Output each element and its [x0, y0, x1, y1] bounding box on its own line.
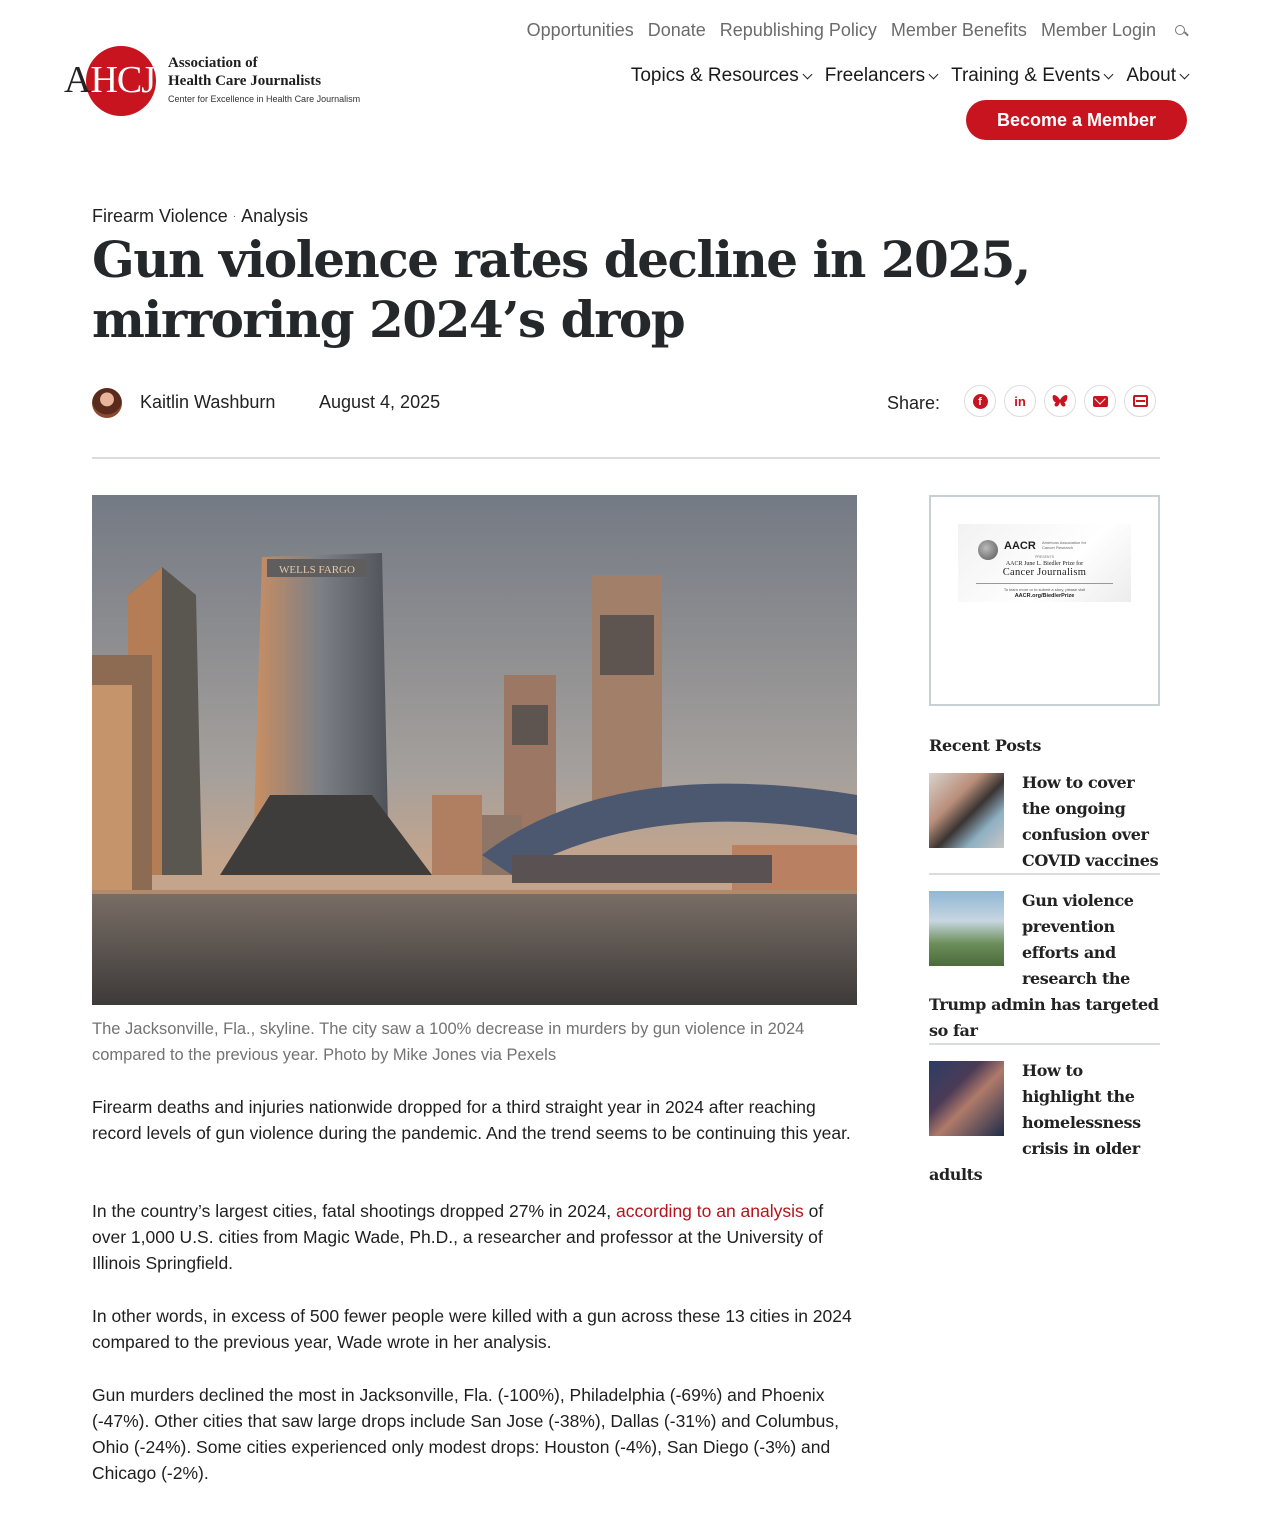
paragraph-2	[92, 1198, 862, 1276]
analysis-link[interactable]: according to an analysis	[616, 1201, 804, 1221]
chevron-down-icon	[1104, 69, 1114, 79]
recent-post-title[interactable]: How to cover the ongoing confusion over COVID vaccines	[1022, 773, 1159, 870]
nav-label: Training & Events	[951, 65, 1101, 86]
hero-image	[92, 495, 857, 1005]
recent-post[interactable]	[929, 888, 1160, 1044]
utility-nav	[527, 20, 1188, 41]
email-share-button[interactable]	[1084, 385, 1116, 417]
category-link-analysis[interactable]: Analysis	[241, 206, 309, 226]
paragraph-2-end: of over 1,000 U.S. cities from Magic Wade, Ph.D., a researcher and professor at the University of Illinois Springfield.	[92, 1201, 824, 1273]
category-link-firearm-violence[interactable]: Firearm Violence	[92, 206, 228, 226]
print-icon	[1133, 395, 1148, 407]
ad-prize: AACR June L. Biedler Prize for	[1005, 561, 1084, 567]
search-icon[interactable]	[1174, 24, 1188, 38]
ad-banner	[958, 524, 1131, 602]
logo-text	[168, 54, 398, 104]
logo-mark-hcj: HCJ	[90, 59, 156, 101]
paragraph-1: Firearm deaths and injuries nationwide dropped for a third straight year in 2024 after reaching record levels of gun violence during the pandemic. And the trend seems to be continuing this year.	[92, 1097, 851, 1143]
recent-post-divider	[929, 1043, 1160, 1045]
recent-post-divider	[929, 873, 1160, 875]
facebook-icon: f	[973, 394, 988, 409]
share-buttons	[964, 385, 1156, 417]
nav-freelancers[interactable]	[825, 65, 937, 87]
paragraph-4: Gun murders declined the most in Jacksonville, Fla. (-100%), Philadelphia (-69%) and Phoenix (-47%). Other cities that saw large drops include San Jose (-38%), Dallas (-31%) and Columbus, Ohio (-24%). Some cities experienced only modest drops: Houston (-4%), San Diego (-3%) and Chicago (-2%).	[92, 1385, 839, 1483]
util-link-donate[interactable]: Donate	[647, 20, 706, 40]
author-name[interactable]: Kaitlin Washburn	[140, 392, 276, 412]
recent-posts-heading: Recent Posts	[929, 736, 1042, 755]
logo-mark-a: A	[64, 59, 91, 101]
become-member-button[interactable]: Become a Member	[966, 100, 1187, 140]
building-sign: WELLS FARGO	[279, 564, 355, 576]
nav-label: Topics & Resources	[630, 65, 799, 86]
ad-learn: To learn more or to submit a story, please visit	[1003, 587, 1086, 592]
ad-rule	[976, 583, 1113, 584]
share-label: Share:	[887, 393, 941, 413]
util-link-republishing-policy[interactable]: Republishing Policy	[719, 20, 877, 40]
chevron-down-icon	[1180, 69, 1190, 79]
ad-presents: PRESENTS	[1035, 555, 1054, 559]
author-avatar	[92, 388, 122, 418]
image-caption: The Jacksonville, Fla., skyline. The city saw a 100% decrease in murders by gun violence in 2024 compared to the previous year. Photo by Mike Jones via Pexels	[92, 1020, 805, 1064]
logo-mark	[64, 60, 155, 100]
ad-brand-sub: American Association for Cancer Research	[1042, 540, 1087, 550]
site-logo[interactable]	[64, 46, 394, 116]
print-button[interactable]	[1124, 385, 1156, 417]
logo-line-1: Association of	[168, 55, 258, 71]
bluesky-icon	[1052, 394, 1068, 408]
facebook-share-button[interactable]	[964, 385, 996, 417]
recent-post-title[interactable]: Gun violence prevention efforts and research the Trump admin has targeted so far	[929, 891, 1159, 1040]
logo-tagline: Center for Excellence in Health Care Journalism	[168, 94, 361, 104]
recent-post-thumbnail[interactable]	[929, 891, 1004, 966]
chevron-down-icon	[802, 69, 812, 79]
ad-url: AACR.org/BiedlerPrize	[1014, 593, 1075, 599]
recent-post[interactable]	[929, 1058, 1160, 1188]
article-categories	[92, 206, 308, 227]
nav-topics-resources[interactable]	[631, 65, 811, 87]
recent-post-title[interactable]: How to highlight the homelessness crisis in older adults	[929, 1061, 1141, 1184]
nav-label: Freelancers	[824, 65, 926, 86]
recent-post-thumbnail[interactable]	[929, 1061, 1004, 1136]
email-icon	[1093, 396, 1108, 407]
bluesky-share-button[interactable]	[1044, 385, 1076, 417]
ad-brand: AACR	[1004, 540, 1036, 552]
recent-post-thumbnail[interactable]	[929, 773, 1004, 848]
linkedin-share-button[interactable]	[1004, 385, 1036, 417]
publish-date: August 4, 2025	[319, 392, 441, 412]
chevron-down-icon	[929, 69, 939, 79]
skyline-photo	[92, 495, 857, 1005]
util-link-member-login[interactable]: Member Login	[1040, 20, 1156, 40]
article-title: Gun violence rates decline in 2025, mirroring 2024’s drop	[92, 230, 1030, 349]
logo-line-2: Health Care Journalists	[168, 73, 322, 89]
nav-training-events[interactable]	[951, 65, 1112, 87]
util-link-member-benefits[interactable]: Member Benefits	[890, 20, 1027, 40]
ad-title: Cancer Journalism	[1002, 567, 1087, 578]
sidebar-ad[interactable]	[929, 495, 1160, 706]
util-link-opportunities[interactable]: Opportunities	[526, 20, 634, 40]
main-nav	[631, 65, 1188, 87]
nav-about[interactable]	[1126, 65, 1188, 87]
paragraph-3: In other words, in excess of 500 fewer people were killed with a gun across these 13 cities in 2024 compared to the previous year, Wade wrote in her analysis.	[92, 1306, 852, 1352]
paragraph-2-start: In the country’s largest cities, fatal shootings dropped 27% in 2024,	[92, 1201, 617, 1221]
nav-label: About	[1126, 65, 1176, 86]
linkedin-icon: in	[1014, 393, 1026, 409]
category-separator: ·	[232, 211, 237, 222]
recent-post[interactable]	[929, 770, 1160, 874]
header-divider	[92, 457, 1160, 459]
